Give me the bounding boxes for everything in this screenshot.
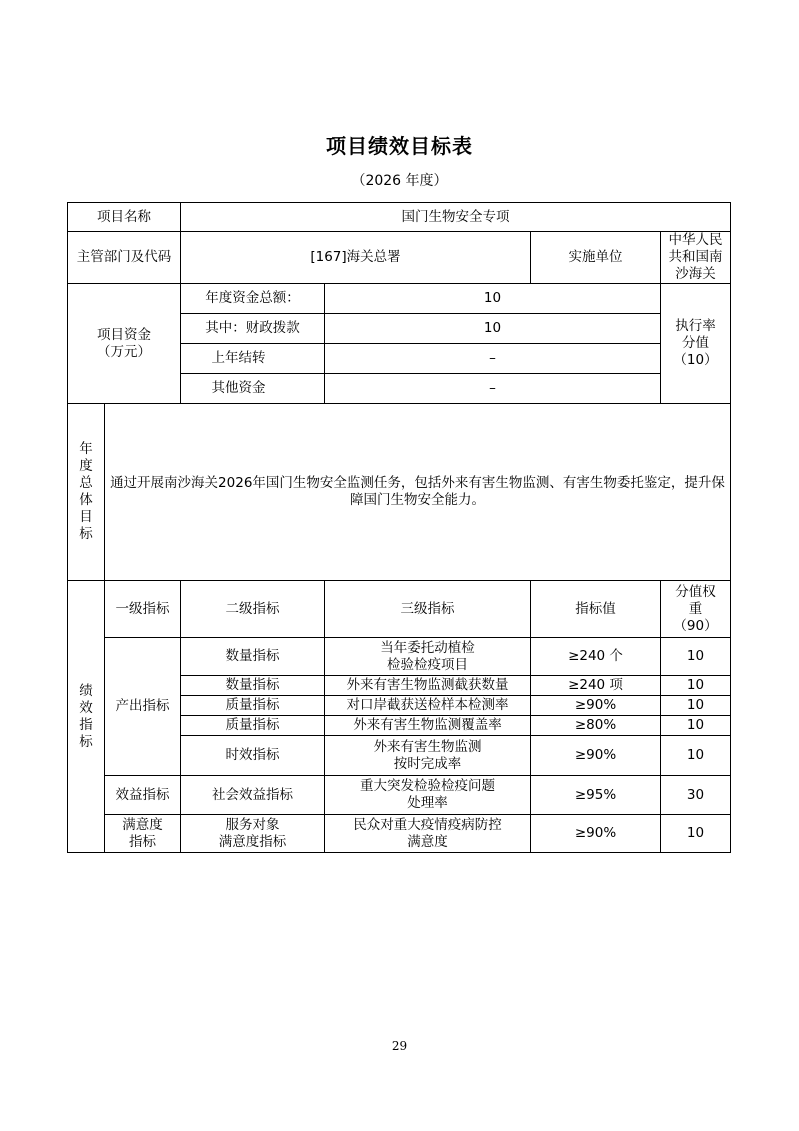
dept-label: 主管部门及代码 xyxy=(68,232,181,284)
indicator-level3-line: 外来有害生物监测 xyxy=(373,738,482,755)
indicator-level2: 质量指标 xyxy=(181,696,325,716)
indicator-level2 xyxy=(181,815,325,853)
indicator-weight: 30 xyxy=(661,776,731,815)
indicator-level2-line: 服务对象 xyxy=(225,816,280,833)
page-title: 项目绩效目标表 xyxy=(326,134,473,158)
table-row xyxy=(68,815,731,853)
indicator-weight: 10 xyxy=(661,815,731,853)
funds-fiscal-label: 其中：财政拨款 xyxy=(181,314,325,344)
table-row xyxy=(68,232,731,284)
header-weight-text: 重 xyxy=(688,600,703,617)
performance-target-table xyxy=(67,202,731,853)
goal-label-char: 标 xyxy=(79,526,93,542)
indicator-value: ≥90% xyxy=(531,736,661,776)
header-weight xyxy=(661,581,731,638)
unit-value: 中华人民共和国南沙海关 xyxy=(661,232,731,284)
indicator-level3-line: 当年委托动植检 xyxy=(380,639,475,656)
indicator-level2: 时效指标 xyxy=(181,736,325,776)
table-row xyxy=(68,284,731,314)
indicator-level3-line: 按时完成率 xyxy=(393,755,462,772)
exec-score-value: （10） xyxy=(673,352,718,368)
indicator-weight: 10 xyxy=(661,736,731,776)
funds-label-text: 项目资金 xyxy=(97,326,151,343)
indicator-value: ≥95% xyxy=(531,776,661,815)
header-level3: 三级指标 xyxy=(325,581,531,638)
indicator-weight: 10 xyxy=(661,676,731,696)
header-weight-text: 分值权 xyxy=(675,583,716,600)
table-row xyxy=(68,776,731,815)
funds-total-label: 年度资金总额： xyxy=(181,284,325,314)
indicator-value: ≥90% xyxy=(531,696,661,716)
exec-rate-label xyxy=(661,284,731,404)
header-value: 指标值 xyxy=(531,581,661,638)
funds-carry-value: – xyxy=(325,344,661,374)
indicator-level3-line: 满意度 xyxy=(407,833,448,850)
indicator-level3 xyxy=(325,638,531,676)
funds-carry-label: 上年结转 xyxy=(181,344,325,374)
project-name-label: 项目名称 xyxy=(68,203,181,232)
indicator-level3 xyxy=(325,736,531,776)
indicator-level3 xyxy=(325,776,531,815)
header-level2: 二级指标 xyxy=(181,581,325,638)
unit-label: 实施单位 xyxy=(531,232,661,284)
indicator-level3 xyxy=(325,815,531,853)
funds-fiscal-value: 10 xyxy=(325,314,661,344)
exec-rate-text: 执行率 xyxy=(675,318,716,334)
goal-label xyxy=(68,404,105,581)
page-subtitle: （2026 年度） xyxy=(351,173,448,189)
table-row xyxy=(68,581,731,638)
indicator-value: ≥90% xyxy=(531,815,661,853)
goal-text: 通过开展南沙海关2026年国门生物安全监测任务，包括外来有害生物监测、有害生物委托鉴定，提升保障国门生物安全能力。 xyxy=(105,404,731,581)
goal-label-char: 目 xyxy=(79,509,93,525)
page-number: 29 xyxy=(391,1039,408,1053)
indicator-level2: 质量指标 xyxy=(181,716,325,736)
funds-total-value: 10 xyxy=(325,284,661,314)
goal-label-char: 年 xyxy=(79,441,93,457)
indicator-level3: 外来有害生物监测覆盖率 xyxy=(325,716,531,736)
output-indicator-label: 产出指标 xyxy=(105,638,181,776)
indicator-value: ≥80% xyxy=(531,716,661,736)
goal-label-char: 体 xyxy=(79,492,93,508)
indicator-level2: 社会效益指标 xyxy=(181,776,325,815)
funds-other-value: – xyxy=(325,374,661,404)
indicator-level3-line: 民众对重大疫情疫病防控 xyxy=(353,816,502,833)
satisfaction-label-line: 满意度 xyxy=(122,816,163,833)
indicator-level2-line: 满意度指标 xyxy=(218,833,287,850)
indicator-weight: 10 xyxy=(661,638,731,676)
indicator-weight: 10 xyxy=(661,716,731,736)
satisfaction-indicator-label xyxy=(105,815,181,853)
table-row xyxy=(68,638,731,676)
indicator-weight: 10 xyxy=(661,696,731,716)
table-row xyxy=(68,203,731,232)
indicators-label xyxy=(68,581,105,853)
goal-label-char: 度 xyxy=(79,458,93,474)
satisfaction-label-line: 指标 xyxy=(129,833,156,850)
indicators-label-char: 指 xyxy=(79,716,93,733)
indicators-label-char: 效 xyxy=(79,699,93,716)
indicator-level2: 数量指标 xyxy=(181,676,325,696)
indicators-label-char: 标 xyxy=(79,733,93,750)
funds-unit-text: （万元） xyxy=(97,343,151,360)
header-weight-total: （90） xyxy=(673,617,718,634)
indicator-level3: 外来有害生物监测截获数量 xyxy=(325,676,531,696)
indicator-level2: 数量指标 xyxy=(181,638,325,676)
project-name-value: 国门生物安全专项 xyxy=(181,203,731,232)
header-level1: 一级指标 xyxy=(105,581,181,638)
indicators-label-char: 绩 xyxy=(79,682,93,699)
goal-label-char: 总 xyxy=(79,475,93,491)
indicator-level3: 对口岸截获送检样本检测率 xyxy=(325,696,531,716)
dept-value: [167]海关总署 xyxy=(181,232,531,284)
indicator-value: ≥240 项 xyxy=(531,676,661,696)
benefit-indicator-label: 效益指标 xyxy=(105,776,181,815)
funds-label xyxy=(68,284,181,404)
indicator-level3-line: 重大突发检验检疫问题 xyxy=(360,778,495,794)
indicator-level3-line: 检验检疫项目 xyxy=(387,656,468,673)
exec-score-text: 分值 xyxy=(682,335,709,351)
table-row xyxy=(68,404,731,581)
indicator-value: ≥240 个 xyxy=(531,638,661,676)
funds-other-label: 其他资金 xyxy=(181,374,325,404)
indicator-level3-line: 处理率 xyxy=(407,795,448,811)
